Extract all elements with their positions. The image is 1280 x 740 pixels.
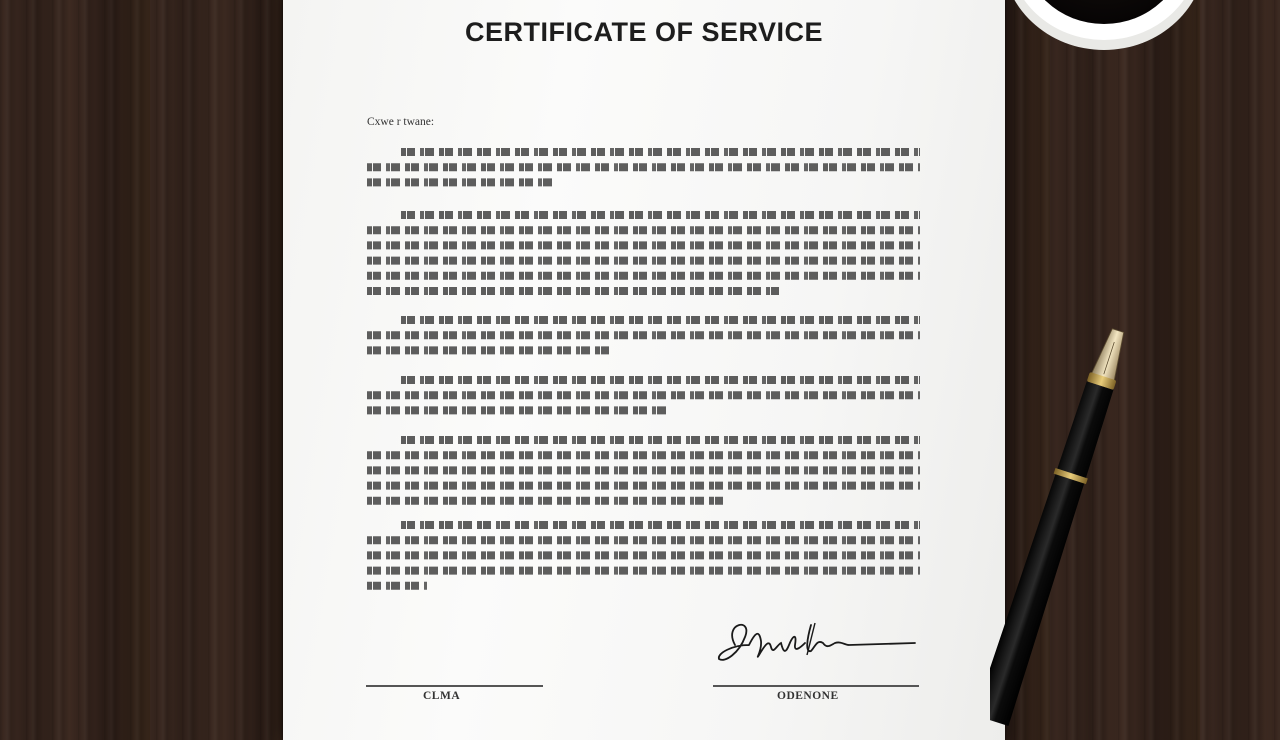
document-salutation: Cxwe r twane: xyxy=(367,116,435,128)
text-line xyxy=(367,450,920,460)
paragraph-6 xyxy=(367,520,920,596)
text-line xyxy=(367,435,920,445)
document-title: CERTIFICATE OF SERVICE xyxy=(464,17,824,47)
text-line xyxy=(367,225,920,235)
text-line xyxy=(367,256,920,266)
text-line xyxy=(367,240,920,250)
text-line xyxy=(367,315,920,325)
text-line xyxy=(367,535,920,545)
text-line xyxy=(367,286,920,296)
text-line xyxy=(367,345,920,355)
coffee-cup xyxy=(1000,0,1208,50)
text-line xyxy=(367,566,920,576)
paragraph-1 xyxy=(367,147,920,193)
fountain-pen xyxy=(990,312,1130,732)
text-line xyxy=(367,147,920,157)
text-line xyxy=(367,405,920,415)
handwritten-signature xyxy=(715,615,920,670)
text-line xyxy=(367,271,920,281)
text-line xyxy=(367,177,920,187)
text-line xyxy=(367,210,920,220)
paragraph-3 xyxy=(367,315,920,361)
text-line xyxy=(367,465,920,475)
text-line xyxy=(367,550,920,560)
text-line xyxy=(367,520,920,530)
text-line xyxy=(367,581,920,591)
signature-label-left: CLMA xyxy=(423,690,461,702)
text-line xyxy=(367,481,920,491)
text-line xyxy=(367,375,920,385)
text-line xyxy=(367,390,920,400)
signature-line-left xyxy=(366,685,543,687)
signature-line-right xyxy=(713,685,919,687)
certificate-paper xyxy=(283,0,1005,740)
text-line xyxy=(367,496,920,506)
text-line xyxy=(367,330,920,340)
paragraph-5 xyxy=(367,435,920,511)
signature-label-right: ODENONE xyxy=(777,690,839,702)
paragraph-4 xyxy=(367,375,920,421)
text-line xyxy=(367,162,920,172)
paragraph-2 xyxy=(367,210,920,301)
